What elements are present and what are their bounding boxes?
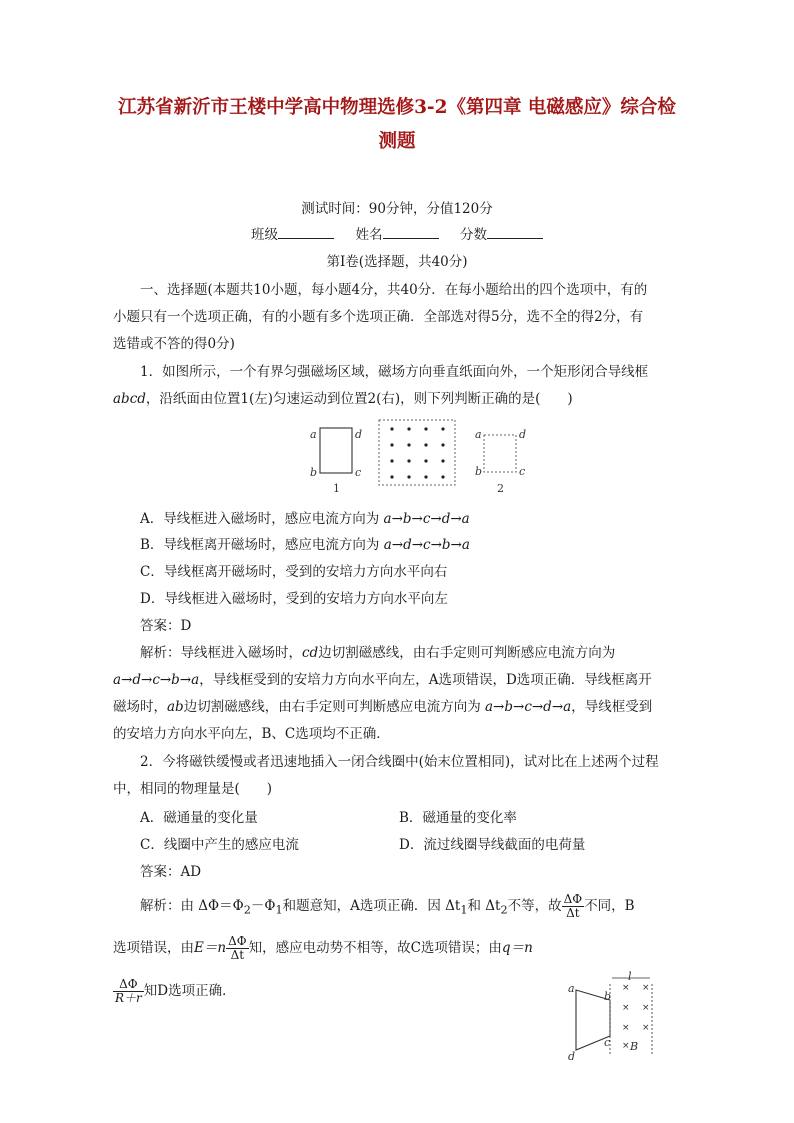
- q1-option-a-text: A．导线框进入磁场时，感应电流方向为: [140, 511, 384, 527]
- field-dot: [424, 443, 427, 446]
- q1-analysis-text: ，导线框受到的安培力方向水平向左，A选项错误，D选项正确．导线框离开: [199, 672, 652, 688]
- q1-figure: [306, 417, 532, 495]
- title-line-1: 江苏省新沂市王楼中学高中物理选修3-2《第四章 电磁感应》综合检: [118, 97, 676, 118]
- page-title: [100, 91, 694, 159]
- fraction-charge: [113, 978, 144, 1005]
- fig1-label-a: a: [310, 428, 317, 441]
- q2-analysis-line-1: [140, 893, 635, 920]
- fig2-position-label: 2: [497, 482, 504, 495]
- intro-line-2: 小题只有一个选项正确，有的小题有多个选项正确．全部选对得5分，选不全的得2分，有: [113, 309, 644, 325]
- field-dot: [441, 475, 444, 478]
- name-blank[interactable]: [383, 226, 439, 239]
- fraction-numerator: ΔΦ: [113, 978, 144, 992]
- q2-analysis-text: 知D选项正确．: [143, 983, 236, 999]
- fraction-numerator: ΔΦ: [228, 934, 247, 948]
- fig2-label-d: d: [519, 428, 527, 441]
- field-cross: ×: [622, 1023, 630, 1033]
- field-dot: [390, 459, 393, 462]
- fraction-denominator: Δt: [566, 906, 580, 920]
- q2-analysis-text: 和 Δt: [467, 898, 501, 914]
- q2-formula-charge: q＝n: [501, 940, 533, 956]
- q1-option-a-path: a→b→c→d→a: [383, 511, 470, 527]
- class-blank[interactable]: [278, 226, 334, 239]
- q1-analysis-text: 边切割磁感线，由右手定则可判断感应电流方向为: [183, 699, 485, 715]
- field-dot: [424, 475, 427, 478]
- q2-analysis-text: 和题意知，A选项正确．因 Δt: [282, 898, 461, 914]
- label-B: B: [630, 1040, 639, 1053]
- field-cross: ×: [642, 1003, 650, 1013]
- frame-position-2: [484, 435, 516, 472]
- name-label: 姓名: [355, 227, 383, 243]
- q2-subscript: 1: [460, 903, 468, 917]
- q1-analysis-text: 磁场时，: [113, 699, 167, 715]
- label-l: l: [628, 970, 632, 983]
- fraction-dphi-dt: [562, 893, 585, 920]
- q3-figure-trapezoid-field: [566, 970, 670, 1066]
- q2-analysis-line-2: [113, 935, 533, 962]
- fraction-emf: [226, 935, 249, 962]
- q1-analysis-var: cd: [302, 645, 319, 661]
- q1-option-b-path: a→d→c→b→a: [383, 537, 470, 553]
- fraction-denominator: Δt: [230, 948, 245, 962]
- fig1-label-d: d: [355, 428, 363, 441]
- field-cross: ×: [642, 983, 650, 993]
- q2-subscript: 2: [500, 903, 508, 917]
- q2-option-d: D．流过线圈导线截面的电荷量: [399, 837, 586, 853]
- field-dot: [390, 443, 393, 446]
- q1-analysis-text: 边切割磁感线，由右手定则可判断感应电流方向为: [318, 645, 616, 661]
- fig2-label-c: c: [519, 465, 526, 478]
- fig1-position-label: 1: [333, 482, 340, 495]
- intro-line-3: 选错或不答的得0分): [113, 336, 235, 352]
- part-title: 第Ⅰ卷(选择题，共40分): [326, 254, 468, 270]
- q1-analysis-line-1: [140, 641, 615, 661]
- class-label: 班级: [251, 227, 279, 243]
- q1-option-b-text: B．导线框离开磁场时，感应电流方向为: [140, 537, 384, 553]
- q2-formula-emf: E＝n: [194, 940, 227, 956]
- field-dots-out-of-page: [390, 427, 444, 478]
- q1-analysis-text: ，导线框受到: [571, 699, 653, 715]
- title-line-2: 测题: [378, 131, 416, 152]
- q2-option-c: C．线圈中产生的感应电流: [140, 837, 299, 853]
- q1-analysis-line-2: [113, 668, 652, 688]
- q2-stem-2: 中，相同的物理量是( ): [113, 781, 273, 797]
- q1-option-c: C．导线框离开磁场时，受到的安培力方向水平向右: [140, 564, 448, 580]
- q2-analysis-text: 选项错误，由: [113, 940, 194, 956]
- fig2-label-a: a: [475, 428, 482, 441]
- field-cross: ×: [622, 1003, 630, 1013]
- q1-analysis-text: 解析：导线框进入磁场时，: [140, 645, 302, 661]
- field-dot: [424, 459, 427, 462]
- q2-answer: 答案：AD: [140, 864, 202, 880]
- field-cross: ×: [622, 1041, 630, 1051]
- fraction-denominator: R＋r: [115, 991, 142, 1005]
- q2-option-a: A．磁通量的变化量: [140, 810, 258, 826]
- q2-analysis-text: 不等，故: [507, 898, 562, 914]
- label-a: a: [568, 982, 575, 995]
- q1-analysis-var: ab: [167, 699, 184, 715]
- q2-stem-1: 2．今将磁铁缓慢或者迅速地插入一闭合线圈中(始末位置相同)，试对比在上述两个过程: [140, 754, 659, 770]
- field-dot: [407, 427, 410, 430]
- q2-analysis-text: 解析：由 ΔΦ＝Φ: [140, 898, 244, 914]
- q2-option-b: B．磁通量的变化率: [399, 810, 517, 826]
- label-c: c: [604, 1036, 611, 1049]
- label-d: d: [568, 1050, 576, 1063]
- q1-option-d: D．导线框进入磁场时，受到的安培力方向水平向左: [140, 591, 448, 607]
- score-blank[interactable]: [487, 226, 543, 239]
- field-dot: [424, 427, 427, 430]
- q1-option-a: [140, 507, 470, 527]
- q2-analysis-line-3: [113, 978, 236, 1005]
- frame-position-1: [320, 428, 352, 473]
- fraction-numerator: ΔΦ: [563, 892, 583, 906]
- student-info-row: [0, 223, 794, 243]
- field-dot: [390, 475, 393, 478]
- q2-analysis-text: －Φ: [250, 898, 276, 914]
- field-dot: [441, 443, 444, 446]
- intro-line-1: 一、选择题(本题共10小题，每小题4分，共40分．在每小题给出的四个选项中，有的: [140, 282, 648, 298]
- field-dot: [407, 475, 410, 478]
- q1-stem-2-text: ，沿纸面由位置1(左)匀速运动到位置2(右)，则下列判断正确的是( ): [145, 391, 573, 407]
- field-dot: [407, 443, 410, 446]
- q1-analysis-path: a→b→c→d→a: [485, 699, 572, 715]
- field-cross: ×: [642, 1023, 650, 1033]
- q1-stem-2: [113, 387, 573, 407]
- q1-var-abcd: abcd: [113, 391, 146, 407]
- test-time: 测试时间：90分钟，分值120分: [301, 201, 493, 217]
- score-label: 分数: [459, 227, 487, 243]
- q2-subscript: 2: [243, 903, 251, 917]
- field-dot: [441, 427, 444, 430]
- q1-stem-1: 1．如图所示，一个有界匀强磁场区域，磁场方向垂直纸面向外，一个矩形闭合导线框: [140, 364, 649, 380]
- fig1-label-c: c: [355, 466, 362, 479]
- q2-subscript: 1: [275, 903, 283, 917]
- field-dot: [407, 459, 410, 462]
- fig1-label-b: b: [310, 466, 318, 479]
- q1-analysis-line-4: 的安培力方向水平向左，B、C选项均不正确．: [113, 726, 390, 742]
- q1-analysis-path: a→d→c→b→a: [113, 672, 200, 688]
- field-cross: ×: [622, 983, 630, 993]
- fig2-label-b: b: [475, 465, 483, 478]
- q2-analysis-text: 不同，B: [584, 898, 635, 914]
- q1-analysis-line-3: [113, 695, 652, 715]
- field-dot: [390, 427, 393, 430]
- q2-analysis-text: 知，感应电动势不相等，故C选项错误；由: [248, 940, 502, 956]
- field-dot: [441, 459, 444, 462]
- q1-option-b: [140, 533, 470, 553]
- label-b: b: [604, 990, 612, 1003]
- q1-answer: 答案：D: [140, 618, 192, 634]
